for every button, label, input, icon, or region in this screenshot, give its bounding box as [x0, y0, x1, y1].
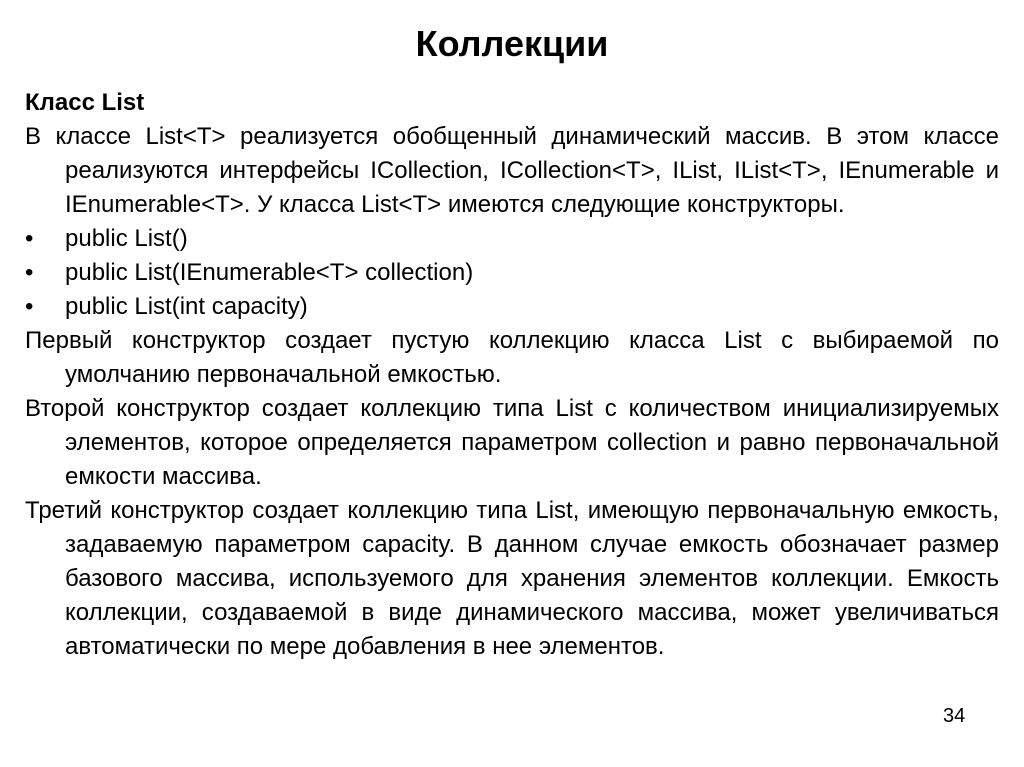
slide-title: Коллекции — [415, 23, 609, 64]
description-paragraph-second: Второй конструктор создает коллекцию типа List с количеством инициализируемых элементов, которое определяется параметром collection и равно первоначальной емкости массива. — [25, 395, 999, 490]
constructor-signature: public List() — [65, 225, 188, 252]
description-paragraph-first: Первый конструктор создает пустую коллекцию класса List с выбираемой по умолчанию первоначальной емкостью. — [25, 327, 999, 388]
slide-body — [25, 86, 999, 664]
page-number: 34 — [943, 705, 966, 727]
bullet-marker: • — [25, 225, 34, 252]
constructor-signature: public List(IEnumerable<T> collection) — [65, 259, 474, 286]
description-paragraph-third: Третий конструктор создает коллекцию типа List, имеющую первоначальную емкость, задаваемую параметром capacity. В данном случае емкость обозначает размер базового массива, используемого для хранения элементов коллекции. Емкость коллекции, создаваемой в виде динамического массива, может увеличиваться автоматически по мере добавления в нее элементов. — [25, 497, 999, 660]
bullet-marker: • — [25, 259, 34, 286]
bullet-item-constructor-2 — [25, 256, 999, 290]
intro-paragraph: В классе List<T> реализуется обобщенный динамический массив. В этом классе реализуются интерфейсы ICollection, ICollection<T>, IList, IList<T>, IEnumerable и IEnumerable<T>. У класса List<T> имеются следующие конструкторы. — [25, 123, 999, 218]
bullet-marker: • — [25, 293, 34, 320]
bullet-item-constructor-1 — [25, 222, 999, 256]
bullet-item-constructor-3 — [25, 290, 999, 324]
section-heading: Класс List — [25, 89, 145, 116]
constructor-signature: public List(int capacity) — [65, 293, 308, 320]
